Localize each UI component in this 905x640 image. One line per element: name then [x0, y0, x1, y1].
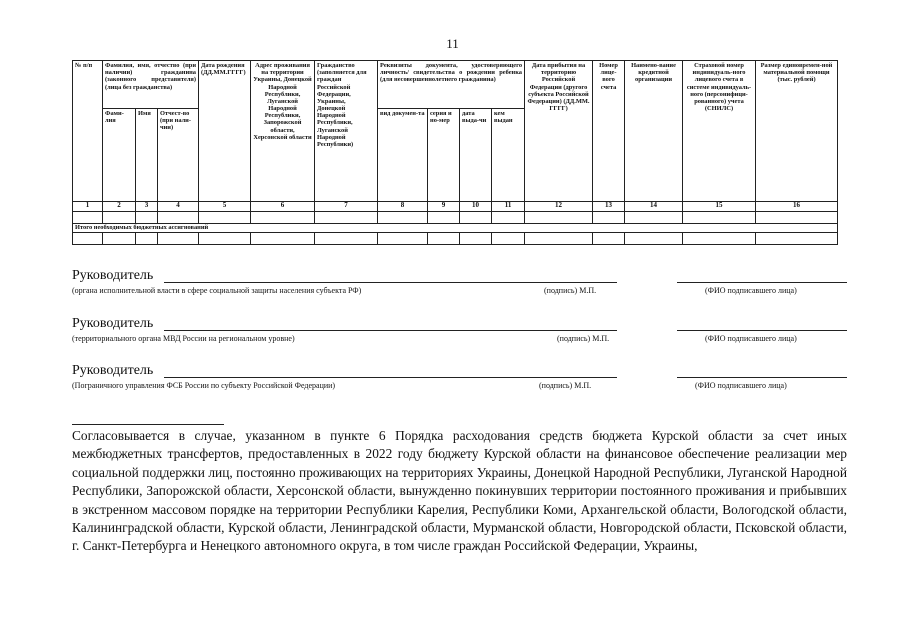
- signature-org-line: [164, 330, 564, 331]
- signature-role: Руководитель: [72, 268, 154, 283]
- column-number: 7: [315, 202, 378, 212]
- column-number: 11: [492, 202, 525, 212]
- signature-org-caption: (Пограничного управления ФСБ России по субъекту Российской Федерации): [72, 381, 336, 390]
- column-number: 3: [136, 202, 158, 212]
- column-number: 8: [378, 202, 428, 212]
- subheader-issuer: кем выдан: [492, 109, 525, 202]
- fio-line: [677, 377, 847, 378]
- subheader-surname: Фами-лия: [103, 109, 136, 202]
- fio-caption: (ФИО подписавшего лица): [705, 334, 797, 343]
- header-snils: Страховой номер индивидуаль-ного лицевого счета в системе индивидуаль-ного (персонифици-рованного) учета (СНИЛС): [683, 61, 756, 202]
- footnote-text: Согласовывается в случае, указанном в пункте 6 Порядка расходования средств бюджета Курской области за счет иных межбюджетных трансфертов, предоставленных в 2022 году бюджету Курской области на финансовое обеспечение реализации мер социальной поддержки лиц, постоянно проживающих на территориях Украины, Донецкой Народной Республики, Луганской Народной Республики, Запорожской области, Херсонской области, вынужденно покинувших территории постоянного проживания и прибывших в экстренном массовом порядке на территории Республики Карелия, Республики Коми, Архангельской области, Вологодской области, Калининградской области, Курской области, Ленинградской области, Мурманской области, Новгородской области, Псковской области, г. Санкт-Петербурга и Ненецкого автономного округа, в том числе граждан Российской Федерации, Украины,: [72, 428, 847, 554]
- subheader-issue-date: дата выда-чи: [460, 109, 492, 202]
- signature-caption: (подпись) М.П.: [539, 381, 592, 390]
- header-amount: Размер единовремен-ной материальной помощи (тыс. рублей): [756, 61, 838, 202]
- column-number: 1: [73, 202, 103, 212]
- signature-line: [537, 330, 617, 331]
- header-bank: Наимено-вание кредитной организации: [625, 61, 683, 202]
- signature-line: [537, 282, 617, 283]
- column-number: 10: [460, 202, 492, 212]
- signature-org-caption: (территориального органа МВД России на региональном уровне): [72, 334, 295, 343]
- signature-caption: (подпись) М.П.: [544, 286, 597, 295]
- subheader-name: Имя: [136, 109, 158, 202]
- column-number: 2: [103, 202, 136, 212]
- column-number: 6: [251, 202, 315, 212]
- column-number: 5: [199, 202, 251, 212]
- column-number: 4: [158, 202, 199, 212]
- signature-org-line: [164, 282, 564, 283]
- subheader-doc-series: серия и но-мер: [428, 109, 460, 202]
- subheader-patronymic: Отчест-во (при нали-чии): [158, 109, 199, 202]
- header-citizenship: Гражданство (заполняется для граждан Российской Федерации, Украины, Донецкой Народной Республики, Луганской Народной Республики): [315, 61, 378, 202]
- header-address: Адрес проживания на территории Украины, Донецкой Народной Республики, Луганской Народной Республики, Запорожской области, Херсонской области: [251, 61, 315, 202]
- column-number: 16: [756, 202, 838, 212]
- footnote-separator: [72, 424, 224, 425]
- header-num: № п/п: [73, 61, 103, 202]
- signature-role: Руководитель: [72, 363, 154, 378]
- page-number: 11: [446, 36, 459, 51]
- header-arrival-date: Дата прибытия на территорию Российской Федерации (другого субъекта Российской Федерации) (ДД.ММ. ГГГГ): [525, 61, 593, 202]
- header-account-number: Номер лице-вого счета: [593, 61, 625, 202]
- total-row-label: Итого необходимых бюджетных ассигнований: [73, 224, 838, 233]
- fio-caption: (ФИО подписавшего лица): [695, 381, 787, 390]
- signature-role: Руководитель: [72, 316, 154, 331]
- fio-line: [677, 330, 847, 331]
- recipients-table: [72, 60, 838, 245]
- column-number: 15: [683, 202, 756, 212]
- column-number: 9: [428, 202, 460, 212]
- column-number: 13: [593, 202, 625, 212]
- subheader-doc-type: вид докумен-та: [378, 109, 428, 202]
- signature-line: [537, 377, 617, 378]
- column-number: 12: [525, 202, 593, 212]
- header-birth-date: Дата рождения (ДД.ММ.ГГГГ): [199, 61, 251, 202]
- signature-org-line: [164, 377, 564, 378]
- header-document: Реквизиты документа, удостоверяющего личность/ свидетельства о рождении ребенка (для несовершеннолетнего гражданина): [378, 61, 525, 109]
- header-fio: Фамилия, имя, отчество (при наличии) гражданина (законного представителя) (лица без гражданства): [103, 61, 199, 109]
- signature-org-caption: (органа исполнительной власти в сфере социальной защиты населения субъекта РФ): [72, 286, 362, 295]
- fio-caption: (ФИО подписавшего лица): [705, 286, 797, 295]
- column-number: 14: [625, 202, 683, 212]
- table-row: [73, 212, 838, 224]
- fio-line: [677, 282, 847, 283]
- signature-caption: (подпись) М.П.: [557, 334, 610, 343]
- table-row: [73, 233, 838, 245]
